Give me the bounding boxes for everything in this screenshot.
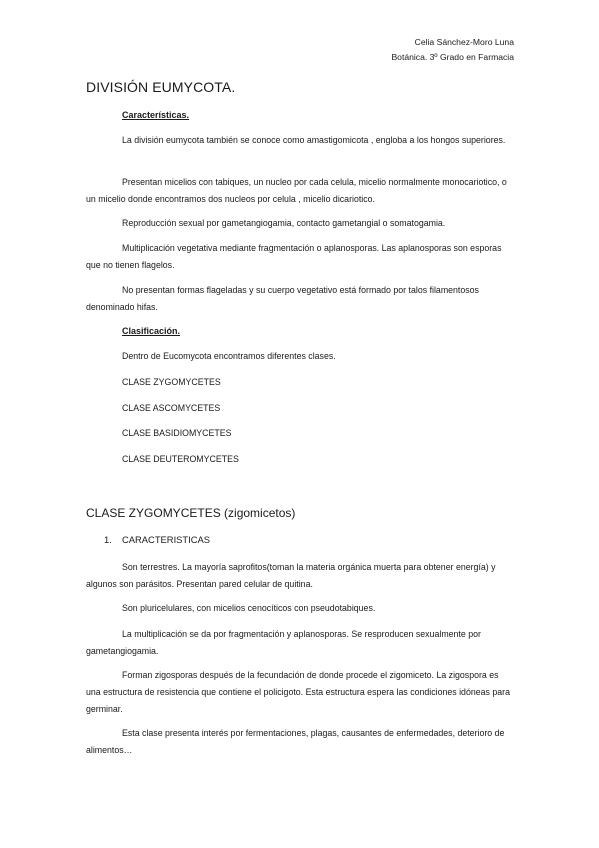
header-course: Botánica. 3º Grado en Farmacia [391, 52, 514, 62]
zygomycetes-paragraph-5: Esta clase presenta interés por fermentaciones, plagas, causantes de enfermedades, deterioro de alimentos… [86, 728, 505, 755]
class-item: CLASE ZYGOMYCETES [122, 377, 221, 387]
clasificacion-heading: Clasificación. [122, 326, 181, 336]
zygomycetes-paragraph-1: Son terrestres. La mayoría saprofitos(toman la materia orgánica muerta para obtener energía) y algunos son parásitos. Presentan pared celular de quitina. [86, 562, 496, 589]
caracteristicas-paragraph-4: Multiplicación vegetativa mediante fragmentación o aplanosporas. Las aplanosporas son esporas que no tienen flagelos. [86, 243, 502, 270]
caracteristicas-paragraph-1: La división eumycota también se conoce como amastigomicota , engloba a los hongos superiores. [122, 135, 506, 145]
section-caracteristicas [104, 534, 210, 545]
class-item: CLASE BASIDIOMYCETES [122, 428, 232, 438]
clasificacion-intro: Dentro de Eucomycota encontramos diferentes clases. [122, 351, 336, 361]
caracteristicas-paragraph-2: Presentan micelios con tabiques, un nucleo por cada celula, micelio normalmente monocariotico, o un micelio donde encontramos dos nucleos por celula , micelio dicariotico. [86, 177, 507, 204]
class-item: CLASE DEUTEROMYCETES [122, 454, 239, 464]
class-item: CLASE ASCOMYCETES [122, 403, 221, 413]
page-title: DIVISIÓN EUMYCOTA. [86, 79, 236, 95]
zygomycetes-paragraph-2: Son pluricelulares, con micelios cenocíticos con pseudotabiques. [122, 603, 376, 613]
zygomycetes-paragraph-3: La multiplicación se da por fragmentación y aplanosporas. Se resproducen sexualmente por gametangiogamia. [86, 629, 481, 656]
section-number: 1. [104, 534, 112, 545]
section-label: CARACTERISTICAS [122, 534, 211, 545]
zygomycetes-paragraph-4: Forman zigosporas después de la fecundación de donde procede el zigomiceto. La zigospora es una estructura de resistencia que contiene el policigoto. Esta estructura espera las condiciones idóneas para germinar. [86, 670, 510, 714]
zygomycetes-title: CLASE ZYGOMYCETES (zigomicetos) [86, 506, 296, 520]
caracteristicas-paragraph-3: Reproducción sexual por gametangiogamia, contacto gametangial o somatogamia. [122, 218, 446, 228]
header-author: Celia Sánchez-Moro Luna [414, 37, 514, 47]
caracteristicas-paragraph-5: No presentan formas flageladas y su cuerpo vegetativo está formado por talos filamentosos denominado hifas. [86, 285, 479, 312]
caracteristicas-heading: Características. [122, 110, 190, 120]
